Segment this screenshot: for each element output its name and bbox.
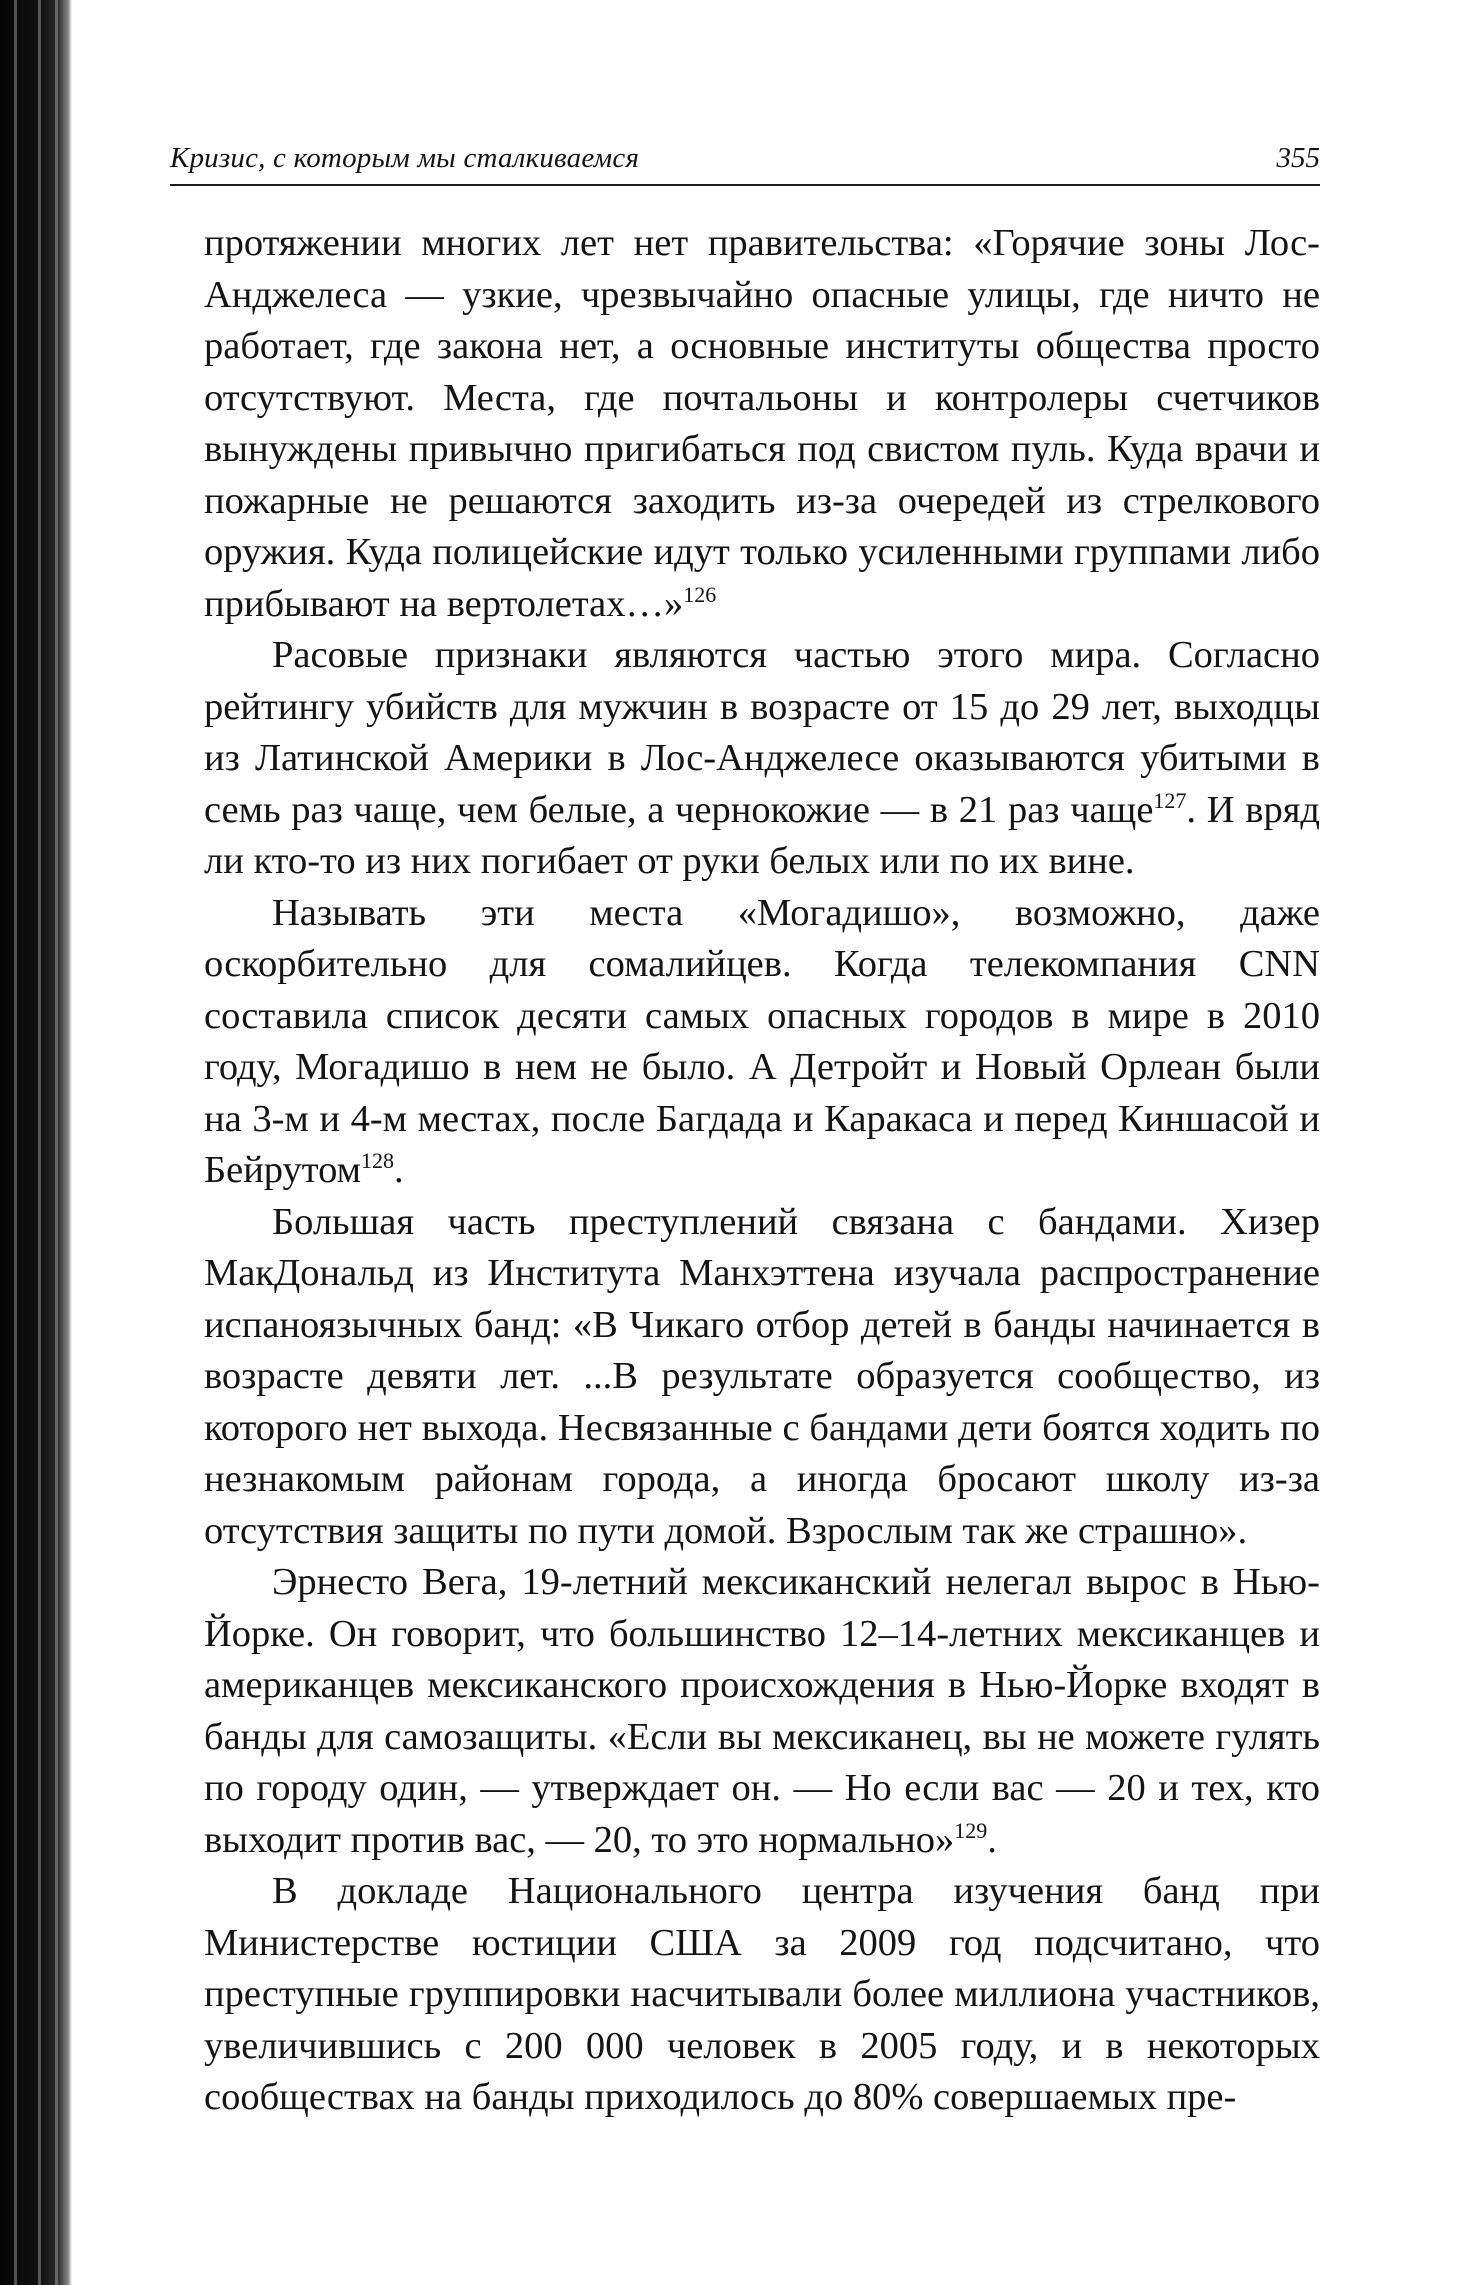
page-number: 355 (1276, 142, 1320, 174)
footnote-ref: 126 (683, 581, 717, 607)
paragraph-text: протяжении многих лет нет правительства: «Горячие зоны Лос-Анджелеса — узкие, чрезвычайно опасные улицы, где ничто не работает, где закона нет, а основные институты общества просто отсутствуют. Места, где почтальоны и контролеры счетчиков вынуждены привычно пригибаться под свистом пуль. Куда врачи и пожарные не решаются заходить из-за очередей из стрелкового оружия. Куда полицейские идут только усиленными группами либо прибывают на вертолетах…» (204, 222, 1320, 625)
paragraph (204, 1197, 1320, 1558)
spine-streak (38, 0, 41, 2285)
paragraph (204, 1866, 1320, 2124)
paragraph-tail: . (987, 1818, 997, 1861)
paragraph (204, 888, 1320, 1197)
body-text (204, 218, 1320, 2124)
footnote-ref: 129 (954, 1817, 988, 1843)
book-spine-shadow (0, 0, 72, 2285)
paragraph-text: Расовые признаки являются частью этого мира. Согласно рейтингу убийств для мужчин в возрасте от 15 до 29 лет, выходцы из Латинской Америки в Лос-Анджелесе оказываются убитыми в семь раз чаще, чем белые, а чернокожие — в 21 раз чаще (204, 634, 1320, 831)
footnote-ref: 127 (1153, 787, 1187, 813)
spine-streak (55, 0, 58, 2285)
footnote-ref: 128 (361, 1148, 394, 1174)
paragraph-tail: . (394, 1149, 404, 1191)
running-header (170, 138, 1320, 186)
paragraph-text: Большая часть преступлений связана с бандами. Хизер МакДональд из Института Манхэттена изучала распространение испаноязычных банд: «В Чикаго отбор детей в банды начинается в возрасте девяти лет. ...В результате образуется сообщество, из которого нет выхода. Несвязанные с бандами дети боятся ходить по незнакомым районам города, а иногда бросают школу из-за отсутствия защиты по пути домой. Взрослым так же страшно». (204, 1200, 1320, 1552)
running-title: Кризис, с которым мы сталкиваемся (170, 142, 640, 174)
paragraph-text: Называть эти места «Могадишо», возможно, даже оскорбительно для сомалийцев. Когда телекомпания CNN составила список десяти самых опасных городов в мире в 2010 году, Могадишо в нем не было. А Детройт и Новый Орлеан были на 3-м и 4-м местах, после Багдада и Каракаса и перед Киншасой и Бейрутом (204, 891, 1320, 1191)
paragraph-text: В докладе Национального центра изучения банд при Министерстве юстиции США за 2009 год подсчитано, что преступные группировки насчитывали более миллиона участников, увеличившись с 200 000 человек в 2005 году, и в некоторых сообществах на банды приходилось до 80% совершаемых пре- (204, 1870, 1320, 2118)
paragraph-text: Эрнесто Вега, 19-летний мексиканский нелегал вырос в Нью-Йорке. Он говорит, что большинство 12–14-летних мексиканцев и американцев мексиканского происхождения в Нью-Йорке входят в банды для самозащиты. «Если вы мексиканец, вы не можете гулять по городу один, — утверждает он. — Но если вас — 20 и тех, кто выходит против вас, — 20, то это нормально» (204, 1561, 1320, 1861)
paragraph (204, 218, 1320, 630)
paragraph (204, 630, 1320, 888)
paragraph (204, 1557, 1320, 1866)
spine-streak (14, 0, 17, 2285)
paragraph-tail: . И вряд ли кто-то из них погибает от руки белых или по их вине. (204, 788, 1320, 882)
